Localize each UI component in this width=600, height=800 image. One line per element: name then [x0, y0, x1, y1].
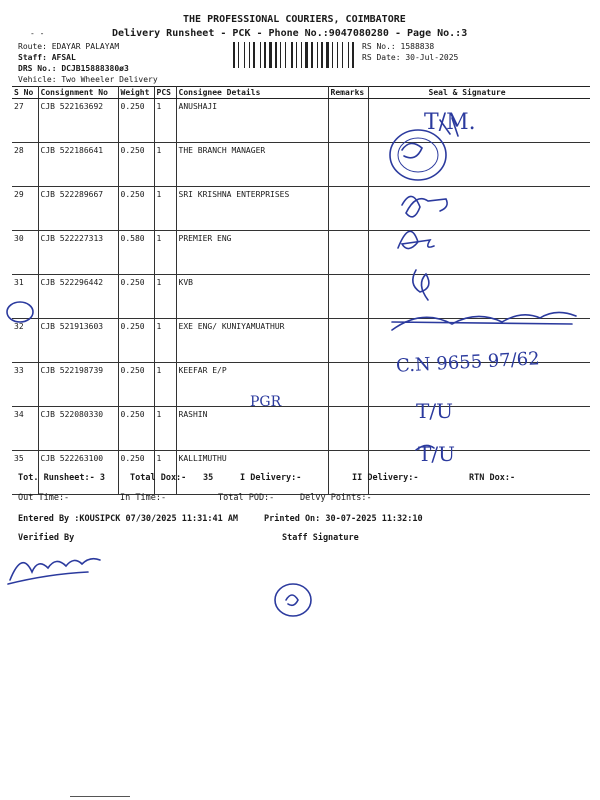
handwritten-row28: T/M. [424, 110, 476, 135]
cell-pcs: 1 [154, 143, 176, 187]
total-pod: Total POD:- [218, 493, 275, 503]
cell-sno: 27 [12, 99, 38, 143]
signature-row32-icon [392, 312, 576, 330]
ii-delivery: II Delivery:- [352, 473, 419, 483]
cell-consignment: CJB 522186641 [38, 143, 118, 187]
staff-signature-label: Staff Signature [282, 533, 359, 543]
cell-pcs: 1 [154, 231, 176, 275]
cell-sno: 32 [12, 319, 38, 363]
seal-stamp-icon [390, 130, 446, 180]
signature-row31-icon [413, 270, 429, 300]
col-header-remarks: Remarks [328, 87, 368, 99]
cell-consignee: ANUSHAJI [176, 99, 328, 143]
company-title: THE PROFESSIONAL COURIERS, COIMBATORE [183, 14, 406, 25]
cell-sno: 35 [12, 451, 38, 495]
cell-sno: 29 [12, 187, 38, 231]
cell-weight: 0.250 [118, 451, 154, 495]
col-header-seal-signature: Seal & Signature [368, 87, 590, 99]
vehicle-label: Vehicle: Two Wheeler Delivery [18, 75, 158, 84]
col-header-consignee: Consignee Details [176, 87, 328, 99]
rs-date: RS Date: 30-Jul-2025 [362, 53, 459, 62]
verified-by-label: Verified By [18, 533, 75, 543]
verified-signature-icon [8, 559, 100, 584]
cell-pcs: 1 [154, 187, 176, 231]
col-header-consignment: Consignment No [38, 87, 118, 99]
cell-consignment: CJB 521913603 [38, 319, 118, 363]
rtn-dox: RTN Dox:- [469, 473, 516, 483]
cell-sno: 34 [12, 407, 38, 451]
cell-weight: 0.250 [118, 275, 154, 319]
cell-consignment: CJB 522080330 [38, 407, 118, 451]
cell-consignee: SRI KRISHNA ENTERPRISES [176, 187, 328, 231]
total-dox-value: 35 [203, 473, 214, 483]
tot-runsheet: Tot. Runsheet:- 3 [18, 473, 105, 483]
cell-weight: 0.580 [118, 231, 154, 275]
rs-number: RS No.: 1588838 [362, 42, 435, 51]
signature-row30-icon [398, 231, 434, 248]
cell-consignment: CJB 522289667 [38, 187, 118, 231]
cell-consignee: KALLIMUTHU [176, 451, 328, 495]
circle-mark-icon [7, 302, 33, 322]
cell-consignee: KVB [176, 275, 328, 319]
cell-pcs: 1 [154, 319, 176, 363]
cell-consignee: PREMIER ENG [176, 231, 328, 275]
cell-consignee: RASHIN [176, 407, 328, 451]
entered-by: Entered By :KOUSIPCK 07/30/2025 11:31:41 AM [18, 514, 239, 524]
staff-label: Staff: AFSAL [18, 53, 76, 62]
cell-pcs: 1 [154, 99, 176, 143]
signature-row29-icon [402, 196, 447, 216]
cell-consignment: CJB 522263100 [38, 451, 118, 495]
cell-consignment: CJB 522227313 [38, 231, 118, 275]
cell-sno: 31 [12, 275, 38, 319]
round-stamp-icon [275, 584, 311, 616]
handwritten-row34-note: PGR [250, 394, 282, 410]
out-time: Out Time:- [18, 493, 70, 503]
runsheet-title: Delivery Runsheet - PCK - Phone No.:9047080280 - Page No.:3 [112, 28, 468, 39]
bottom-rule [70, 796, 130, 797]
cell-weight: 0.250 [118, 363, 154, 407]
col-header-pcs: PCS [154, 87, 176, 99]
cell-weight: 0.250 [118, 319, 154, 363]
cell-weight: 0.250 [118, 143, 154, 187]
delvy-points: Delvy Points:- [300, 493, 372, 503]
cell-weight: 0.250 [118, 407, 154, 451]
cell-consignee: THE BRANCH MANAGER [176, 143, 328, 187]
i-delivery: I Delivery:- [240, 473, 302, 483]
drs-number: DRS No.: DCJB15888380ø3 [18, 64, 129, 73]
cell-consignment: CJB 522296442 [38, 275, 118, 319]
route-label: Route: EDAYAR PALAYAM [18, 42, 120, 51]
handwritten-row34-sig: T/U [416, 399, 453, 423]
in-time: In Time:- [120, 493, 167, 503]
cell-pcs: 1 [154, 451, 176, 495]
cell-weight: 0.250 [118, 99, 154, 143]
cell-consignee: KEEFAR E/P [176, 363, 328, 407]
cell-consignee: EXE ENG/ KUNIYAMUATHUR [176, 319, 328, 363]
col-header-weight: Weight [118, 87, 154, 99]
total-dox-label: Total Dox:- [130, 473, 187, 483]
cell-pcs: 1 [154, 275, 176, 319]
printed-on: Printed On: 30-07-2025 11:32:10 [264, 514, 423, 524]
header-marks: - - [30, 29, 45, 38]
handwritten-row33: C.N 9655 97/62 [395, 348, 541, 377]
cell-sno: 33 [12, 363, 38, 407]
col-header-sno: S No [12, 87, 38, 99]
cell-consignment: CJB 522198739 [38, 363, 118, 407]
cell-consignment: CJB 522163692 [38, 99, 118, 143]
handwritten-row35-sig: T/U [418, 442, 455, 466]
cell-sno: 28 [12, 143, 38, 187]
cell-pcs: 1 [154, 407, 176, 451]
cell-pcs: 1 [154, 363, 176, 407]
cell-weight: 0.250 [118, 187, 154, 231]
cell-sno: 30 [12, 231, 38, 275]
